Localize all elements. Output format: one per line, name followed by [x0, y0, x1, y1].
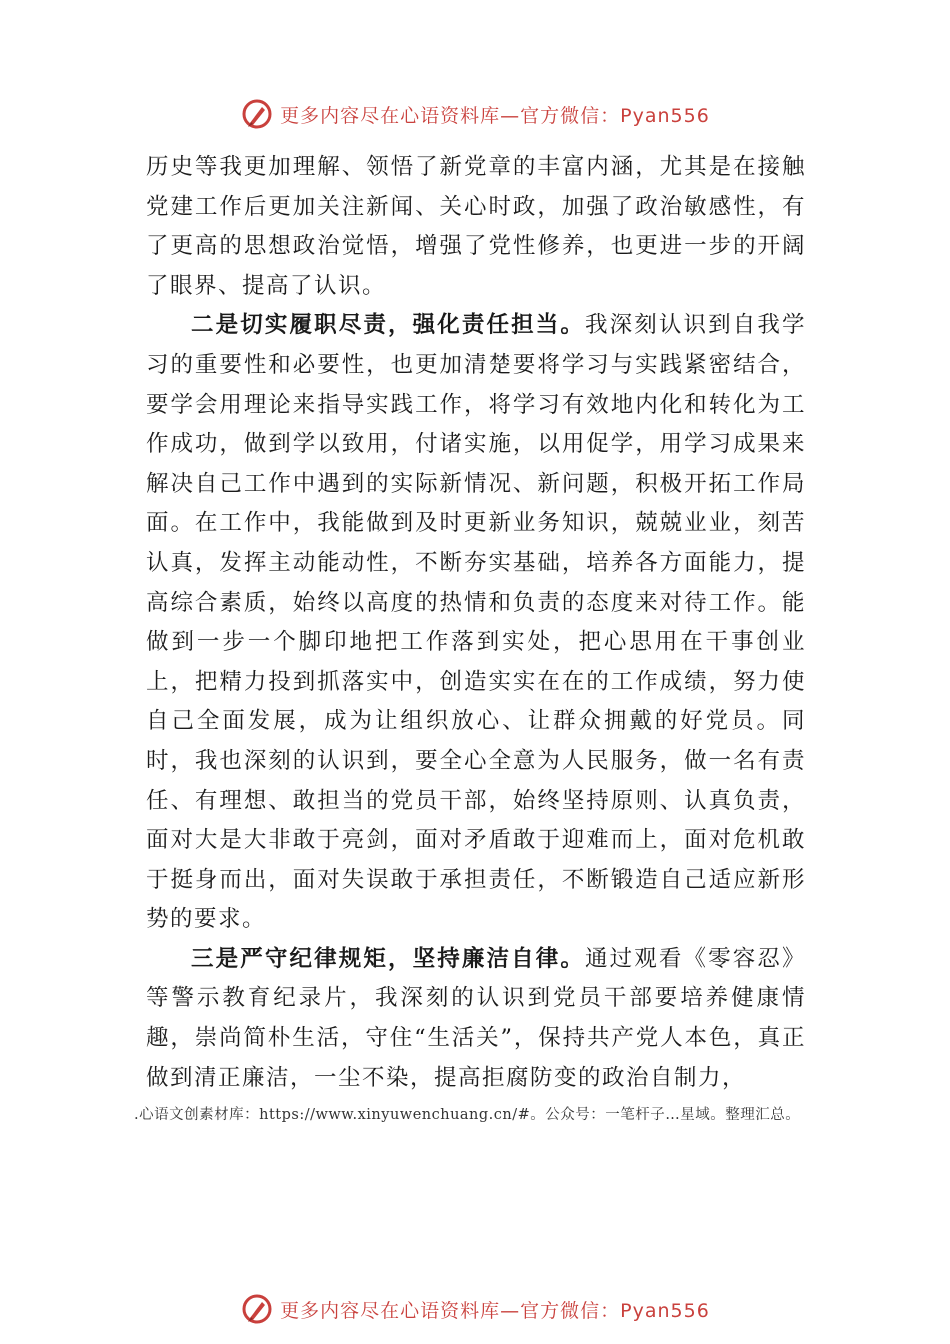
banner-text: 更多内容尽在心语资料库—官方微信：Pyan556: [280, 1299, 710, 1322]
paragraph-3-heading: 三是严守纪律规矩，坚持廉洁自律。: [191, 945, 585, 972]
pen-circle-logo-icon: [240, 97, 274, 131]
banner-text: 更多内容尽在心语资料库—官方微信：Pyan556: [280, 104, 710, 127]
paragraph-3: [146, 940, 806, 1098]
paragraph-1: 历史等我更加理解、领悟了新党章的丰富内涵，尤其是在接触党建工作后更加关注新闻、关心时政，加强了政治敏感性，有了更高的思想政治觉悟，增强了党性修养，也更进一步的开阔了眼界、提高了认识。: [146, 154, 806, 299]
paragraph-3-text: 通过观看《零容忍》等警示教育纪录片，我深刻的认识到党员干部要培养健康情趣，崇尚简朴生活，守住“生活关”，保持共产党人本色，真正做到清正廉洁，一尘不染，提高拒腐防变的政治自制力，: [146, 945, 806, 1091]
paragraph-2-text: 我深刻认识到自我学习的重要性和必要性，也更加清楚要将学习与实践紧密结合，要学会用理论来指导实践工作，将学习有效地内化和转化为工作成功，做到学以致用，付诸实施，以用促学，用学习成果来解决自己工作中遇到的实际新情况、新问题，积极开拓工作局面。在工作中，我能做到及时更新业务知识，兢兢业业，刻苦认真，发挥主动能动性，不断夯实基础，培养各方面能力，提高综合素质，始终以高度的热情和负责的态度来对待工作。能做到一步一个脚印地把工作落到实处，把心思用在干事创业上，把精力投到抓落实中，创造实实在在的工作成绩，努力使自己全面发展，成为让组织放心、让群众拥戴的好党员。同时，我也深刻的认识到，要全心全意为人民服务，做一名有责任、有理想、敢担当的党员干部，始终坚持原则、认真负责，面对大是大非敢于亮剑，面对矛盾敢于迎难而上，面对危机敢于挺身而出，面对失误敢于承担责任，不断锻造自己适应新形势的要求。: [146, 312, 806, 933]
header-banner: [0, 94, 950, 134]
source-note: .心语文创素材库：https://www.xinyuwenchuang.cn/#。公众号：一笔杆子…星域。整理汇总。: [134, 1107, 801, 1123]
paragraph-2-heading: 二是切实履职尽责，强化责任担当。: [191, 312, 585, 339]
footer-banner: [0, 1289, 950, 1329]
paragraph-2: [146, 306, 806, 940]
document-body: [146, 148, 806, 1098]
pen-circle-logo-icon: [240, 1292, 274, 1326]
